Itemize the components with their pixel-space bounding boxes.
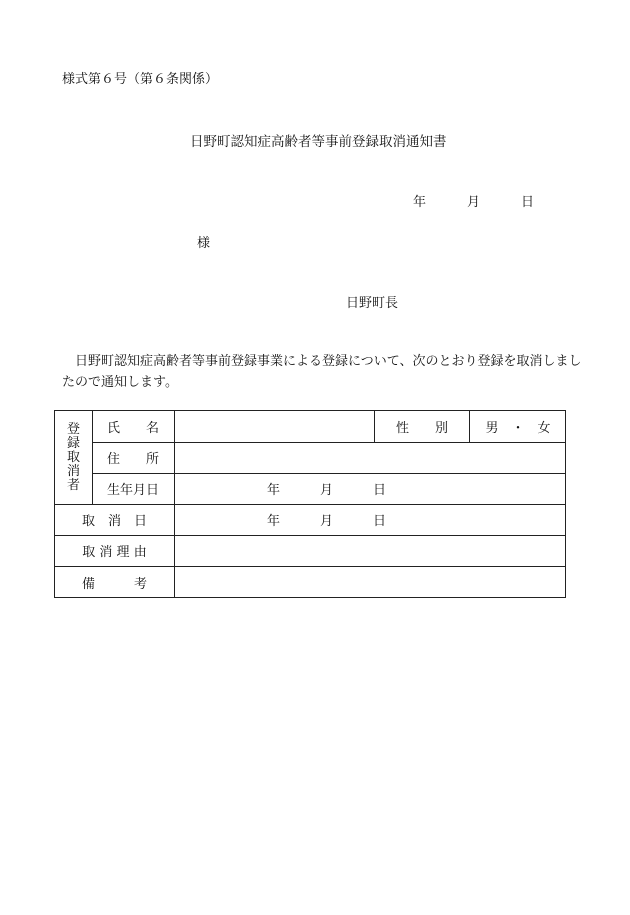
name-label: 氏 名 [106, 421, 159, 436]
issue-date-month: 月 [467, 195, 481, 210]
addressee-honorific: 様 [197, 236, 211, 251]
remarks-field[interactable] [175, 566, 566, 598]
issue-date-year: 年 [413, 195, 427, 210]
cancel-date-year: 年 [267, 514, 281, 529]
group-label-char: 録 [66, 435, 80, 451]
birthdate-year: 年 [267, 483, 281, 498]
registrant-group-label [55, 411, 92, 504]
remarks-label: 備 考 [81, 576, 147, 592]
name-field[interactable] [175, 411, 374, 442]
issue-date-day: 日 [521, 195, 535, 210]
notice-body: 日野町認知症高齢者等事前登録事業による登録について、次のとおり登録を取消しましたので通知します。 [62, 354, 582, 390]
registration-table [54, 410, 566, 598]
cancel-reason-field[interactable] [175, 535, 566, 566]
cancel-reason-label: 取 消 理 由 [82, 545, 147, 560]
cancel-date-month: 月 [320, 514, 334, 529]
cancel-date-label: 取 消 日 [81, 514, 147, 529]
sex-label: 性 別 [395, 421, 448, 436]
group-label-char: 者 [66, 477, 80, 493]
sex-options[interactable]: 男 ・ 女 [485, 421, 551, 436]
address-field[interactable] [175, 442, 566, 473]
form-number: 様式第６号（第６条関係） [62, 72, 219, 87]
group-label-char: 登 [66, 421, 80, 437]
birthdate-field[interactable] [175, 473, 566, 504]
cancel-date-field[interactable] [175, 504, 566, 535]
birthdate-label: 生年月日 [106, 483, 159, 498]
group-label-char: 消 [66, 463, 80, 479]
document-title: 日野町認知症高齢者等事前登録取消通知書 [190, 134, 447, 150]
address-label: 住 所 [106, 452, 159, 467]
birthdate-month: 月 [320, 483, 334, 498]
group-label-char: 取 [66, 449, 80, 465]
issuer-name: 日野町長 [346, 296, 399, 311]
cancel-date-day: 日 [373, 514, 387, 529]
birthdate-day: 日 [373, 483, 387, 498]
